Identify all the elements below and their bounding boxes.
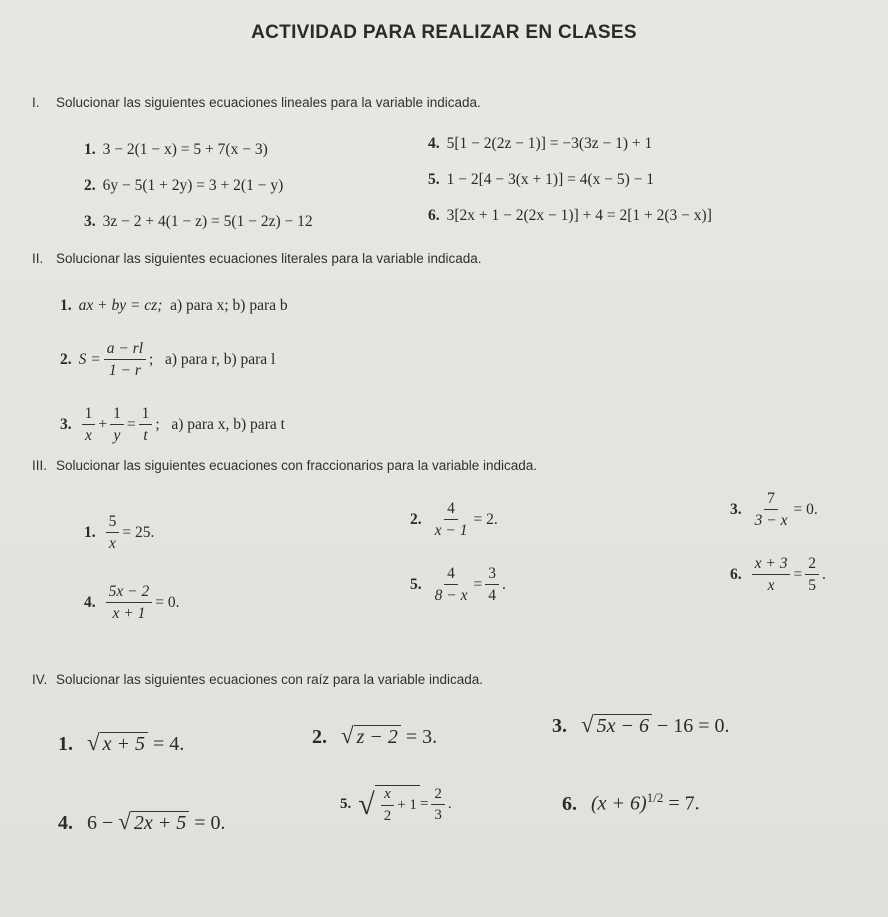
fraction-eq-5: 5. $\frac{4}{8 - x}$ = $\frac{3}{4}$ .	[410, 565, 506, 605]
linear-eq-2: 2. 6y − 5(1 + 2y) = 3 + 2(1 − y)	[84, 177, 284, 194]
section-3-numeral: III.	[32, 458, 48, 473]
fraction-eq-3: 3. $\frac{7}{3 - x}$ = 0.	[730, 490, 818, 530]
linear-eq-5: 5. 1 − 2[4 − 3(x + 1)] = 4(x − 5) − 1	[428, 171, 655, 188]
section-1-heading	[32, 95, 481, 110]
section-1-text: Solucionar las siguientes ecuaciones lineales para la variable indicada.	[56, 95, 481, 110]
fraction-eq-4: 4. $\frac{5x - 2}{x + 1}$ = 0.	[84, 583, 180, 623]
section-4-text: Solucionar las siguientes ecuaciones con raíz para la variable indicada.	[56, 672, 484, 687]
radical-eq-1: 1. √ x + 5 = 4.	[58, 730, 185, 755]
radical-eq-3: 3. √ 5x − 6 − 16 = 0.	[552, 712, 730, 737]
section-2-heading	[32, 251, 482, 266]
section-4-numeral: IV.	[32, 672, 48, 687]
fraction-eq-6: 6. $\frac{x + 3}{x}$ = $\frac{2}{5}$ .	[730, 555, 826, 595]
radical-eq-2: 2. √ z − 2 = 3.	[312, 723, 438, 748]
page-title: ACTIVIDAD PARA REALIZAR EN CLASES	[251, 22, 637, 43]
radical-eq-4: 4. 6 − √ 2x + 5 = 0.	[58, 809, 226, 834]
fraction-eq-1: 1. $\frac{5}{x}$ = 25.	[84, 513, 155, 553]
literal-eq-3: 3. $\frac{1}{x}$ + $\frac{1}{y}$ = $\frac{1}{t}$ ; a) para x, b) para t	[60, 405, 285, 445]
linear-eq-4: 4. 5[1 − 2(2z − 1)] = −3(3z − 1) + 1	[428, 135, 653, 152]
linear-eq-3: 3. 3z − 2 + 4(1 − z) = 5(1 − 2z) − 12	[84, 213, 313, 230]
fraction-eq-2: 2. $\frac{4}{x - 1}$ = 2.	[410, 500, 498, 540]
section-2-text: Solucionar las siguientes ecuaciones literales para la variable indicada.	[56, 251, 482, 266]
linear-eq-6: 6. 3[2x + 1 − 2(2x − 1)] + 4 = 2[1 + 2(3 − x)]	[428, 207, 712, 224]
linear-eq-1: 1. 3 − 2(1 − x) = 5 + 7(x − 3)	[84, 141, 268, 158]
literal-eq-1: 1. ax + by = cz; a) para x; b) para b	[60, 297, 288, 314]
section-3-text: Solucionar las siguientes ecuaciones con fraccionarios para la variable indicada.	[56, 458, 538, 473]
section-1-numeral: I.	[32, 95, 40, 110]
section-3-heading	[32, 458, 537, 473]
literal-eq-2: 2. S = $\frac{a - rl}{1 - r}$ ; a) para r, b) para l	[60, 340, 276, 380]
section-4-heading	[32, 672, 483, 687]
radical-eq-6: 6. $(x + 6)^{1/2} = 7$.	[562, 790, 700, 815]
radical-eq-5: 5. √ $\frac{x}{2}$ + 1 = $\frac{2}{3}$ .	[340, 785, 452, 824]
section-2-numeral: II.	[32, 251, 44, 266]
